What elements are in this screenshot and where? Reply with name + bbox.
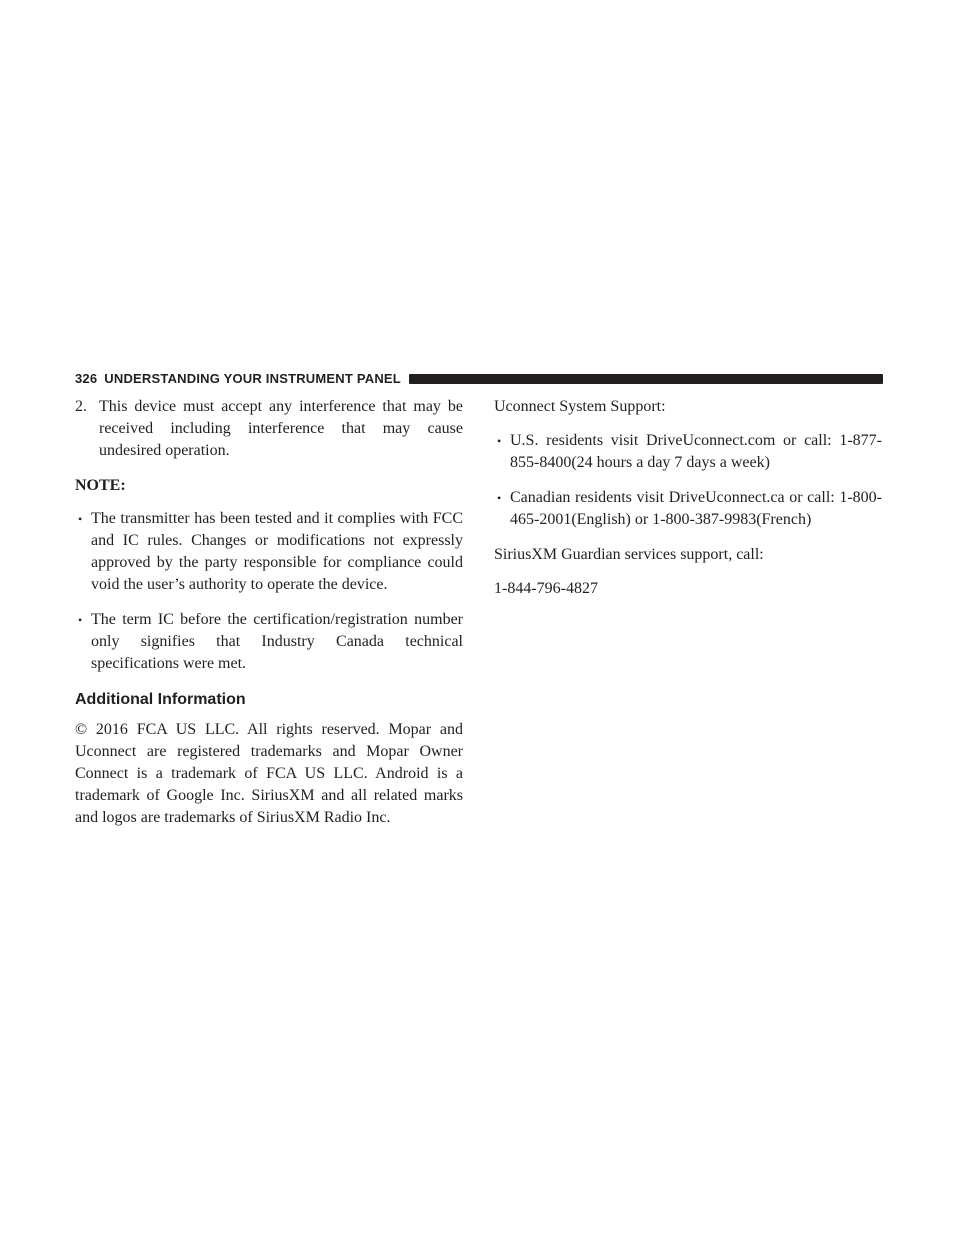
bullet-text: The term IC before the certification/registration number only signifies that Industry Canada technical specifications were met. [91,611,463,672]
bullet-marker: • [78,512,83,526]
support-bullet-canada [494,487,882,531]
bullet-marker: • [497,491,502,505]
note-label: NOTE: [75,477,126,494]
note-bullet [75,508,463,596]
bullet-marker: • [497,434,502,448]
guardian-heading: SiriusXM Guardian services support, call: [494,546,764,563]
support-heading: Uconnect System Support: [494,398,666,415]
note-bullet [75,609,463,675]
bullet-text: U.S. residents visit DriveUconnect.com or call: 1-877-855-8400(24 hours a day 7 days a week) [510,432,882,471]
item-number: 2. [75,398,87,415]
support-bullet-us [494,430,882,474]
bullet-text: The transmitter has been tested and it complies with FCC and IC rules. Changes or modifications not expressly approved by the party responsible for compliance could void the user’s authority to operate the device. [91,510,463,593]
copyright-paragraph: © 2016 FCA US LLC. All rights reserved. Mopar and Uconnect are registered trademarks and Mopar Owner Connect is a trademark of FCA US LLC. Android is a trademark of Google Inc. SiriusXM and all related marks and logos are trademarks of SiriusXM Radio Inc. [75,721,463,826]
right-column [494,396,882,612]
header-rule [409,374,883,384]
guardian-phone: 1-844-796-4827 [494,580,598,597]
page-number: 326 [75,371,98,386]
numbered-item-2 [75,396,463,462]
section-title: UNDERSTANDING YOUR INSTRUMENT PANEL [104,371,401,386]
subheading-additional-information: Additional Information [75,691,246,708]
bullet-text: Canadian residents visit DriveUconnect.ca or call: 1-800-465-2001(English) or 1-800-387-9983(French) [510,489,882,528]
page-header [75,372,883,386]
item-text: This device must accept any interference that may be received including interference that may cause undesired operation. [99,398,463,459]
bullet-marker: • [78,613,83,627]
left-column [75,396,463,842]
